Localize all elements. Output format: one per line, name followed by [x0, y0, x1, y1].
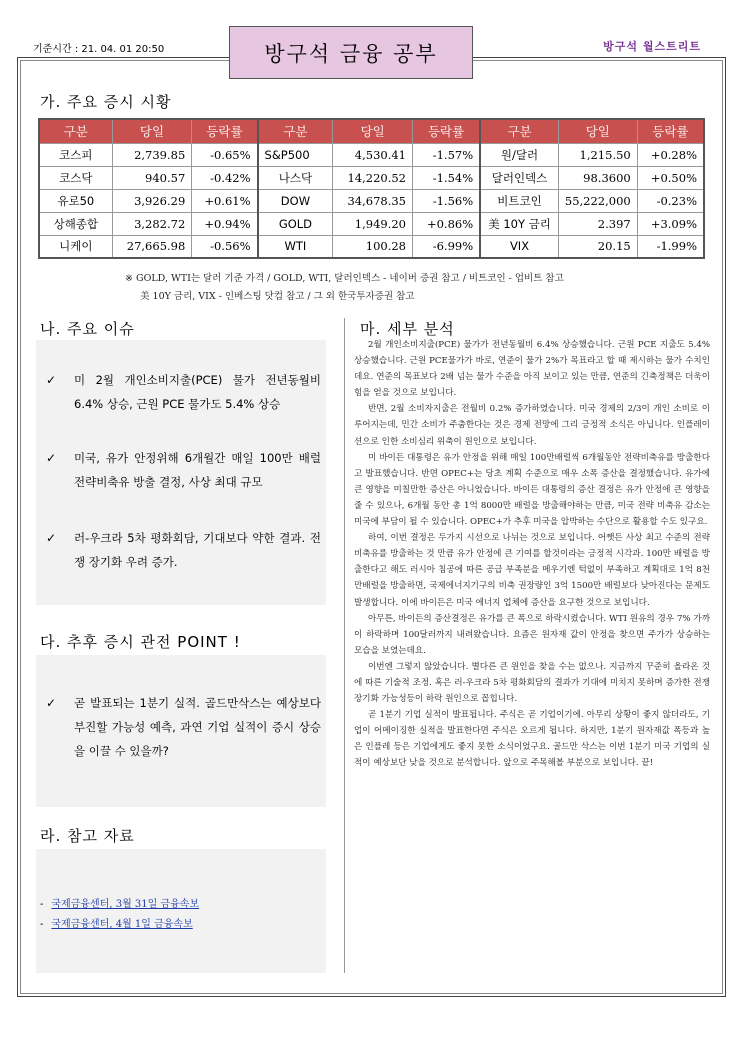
- col-header: 당일: [333, 119, 413, 143]
- analysis-body: [354, 337, 710, 772]
- table-row: [39, 166, 704, 189]
- table-cell: +0.28%: [637, 143, 704, 166]
- table-cell: 20.15: [558, 235, 637, 258]
- section-title-outlook: 다. 추후 증시 관전 POINT !: [40, 633, 241, 651]
- issue-text: 러-우크라 5차 평화회담, 기대보다 약한 결과. 전쟁 장기화 우려 증가.: [74, 531, 321, 569]
- table-cell: 유로50: [39, 189, 112, 212]
- table-cell: -1.99%: [637, 235, 704, 258]
- table-cell: -0.65%: [192, 143, 258, 166]
- issue-text: 미 2월 개인소비지출(PCE) 물가 전년동월비 6.4% 상승, 근원 PCE 물가도 5.4% 상승: [74, 373, 321, 411]
- footnote: 美 10Y 금리, VIX - 인베스팅 닷컴 참고 / 그 외 한국투자증권 참고: [140, 291, 415, 302]
- table-row: [39, 143, 704, 166]
- outlook-text: 곧 발표되는 1분기 실적. 골드만삭스는 예상보다 부진할 가능성 예측, 과연 기업 실적이 증시 상승을 이끌 수 있을까?: [74, 696, 321, 758]
- table-cell: GOLD: [258, 212, 333, 235]
- analysis-paragraph: 2월 개인소비지출(PCE) 물가가 전년동월비 6.4% 상승했습니다. 근원 PCE 지출도 5.4% 상승했습니다. 근원 PCE물가가 바로, 연준이 물가 2%가 목표라고 할 때 제시하는 물가 수치인데요. 연준의 목표보다 2배 넘는 물가 수준을 아직 보이고 있는 만큼, 연준의 긴축정책은 더욱이 힘을 얻을 것으로 보입니다.: [354, 340, 710, 399]
- table-cell: 55,222,000: [558, 189, 637, 212]
- issues-box: [36, 340, 326, 605]
- list-item: [46, 446, 321, 494]
- check-icon: ✓: [46, 696, 57, 710]
- analysis-paragraph: 아무튼, 바이든의 증산결정은 유가를 큰 폭으로 하락시켰습니다. WTI 원유의 경우 7% 가까이 하락하며 100달러까지 내려왔습니다. 요즘은 원자재 값이 안정을 찾으면 주가가 상승하는 모습을 보였는데요.: [354, 613, 710, 656]
- table-cell: -0.23%: [637, 189, 704, 212]
- table-cell: 니케이: [39, 235, 112, 258]
- column-divider: [344, 318, 345, 973]
- table-cell: 코스피: [39, 143, 112, 166]
- table-cell: VIX: [480, 235, 558, 258]
- table-cell: 98.3600: [558, 166, 637, 189]
- table-cell: +0.86%: [413, 212, 481, 235]
- list-dash: -: [40, 899, 44, 910]
- table-cell: 상해종합: [39, 212, 112, 235]
- table-row: [39, 189, 704, 212]
- check-icon: ✓: [46, 451, 57, 465]
- table-row: [39, 212, 704, 235]
- table-cell: 34,678.35: [333, 189, 413, 212]
- table-cell: -0.42%: [192, 166, 258, 189]
- section-title-analysis: 마. 세부 분석: [360, 320, 455, 338]
- table-cell: +0.50%: [637, 166, 704, 189]
- table-cell: -1.54%: [413, 166, 481, 189]
- table-cell: 3,282.72: [112, 212, 192, 235]
- col-header: 구분: [39, 119, 112, 143]
- table-cell: +0.61%: [192, 189, 258, 212]
- table-cell: +0.94%: [192, 212, 258, 235]
- col-header: 등락률: [192, 119, 258, 143]
- table-row: [39, 235, 704, 258]
- col-header: 당일: [558, 119, 637, 143]
- issue-text: 미국, 유가 안정위해 6개월간 매일 100만 배럴 전략비축유 방출 결정, 사상 최대 규모: [74, 451, 321, 489]
- table-cell: 비트코인: [480, 189, 558, 212]
- timestamp: 기준시간 : 21. 04. 01 20:50: [33, 44, 165, 55]
- page-title: 방구석 금융 공부: [229, 26, 473, 79]
- col-header: 등락률: [413, 119, 481, 143]
- analysis-paragraph: 하여, 이번 결정은 두가지 시선으로 나뉘는 것으로 보입니다. 어쨋든 사상 최고 수준의 전략 비축유를 방출하는 것 만큼 유가 안정에 큰 기여를 할것이라는 긍정적 시각과. 100만 배럴을 방출한다고 해도 러시아 침공에 따른 공급 부족분을 메우기엔 턱없이 부족하고 계획대로 1억 8천만배럴을 방출하면, 국제에너지기구의 비축 권장량인 3억 1500만 배럴보다 낮아진다는 문제도 발생합니다. 이에 바이든은 미국 에너지 업체에 증산을 요구한 것으로 보입니다.: [354, 533, 710, 608]
- table-header-row: [39, 119, 704, 143]
- brand-logo: 방구석 월스트리트: [603, 40, 701, 53]
- table-cell: 나스닥: [258, 166, 333, 189]
- col-header: 당일: [112, 119, 192, 143]
- table-cell: -6.99%: [413, 235, 481, 258]
- footnote: ※ GOLD, WTI는 달러 기준 가격 / GOLD, WTI, 달러인덱스 - 네이버 증권 참고 / 비트코인 - 업비트 참고: [125, 273, 564, 284]
- table-cell: 14,220.52: [333, 166, 413, 189]
- table-cell: 1,949.20: [333, 212, 413, 235]
- check-icon: ✓: [46, 373, 57, 387]
- table-cell: +3.09%: [637, 212, 704, 235]
- table-cell: -0.56%: [192, 235, 258, 258]
- table-cell: 4,530.41: [333, 143, 413, 166]
- col-header: 구분: [480, 119, 558, 143]
- analysis-paragraph: 반면, 2월 소비자지출은 전월비 0.2% 증가하였습니다. 미국 경제의 2/3이 개인 소비로 이루어지는데, 민간 소비가 주춤한다는 것은 경제 전망에 그리 긍정적 소식은 아닙니다. 인플레이션으로 인한 소비심리 위축이 원인으로 보입니다.: [354, 404, 710, 447]
- table-cell: -1.56%: [413, 189, 481, 212]
- list-item: [46, 368, 321, 416]
- table-cell: 940.57: [112, 166, 192, 189]
- outlook-box: [36, 655, 326, 807]
- table-cell: S&P500: [258, 143, 333, 166]
- reference-link[interactable]: [40, 915, 193, 930]
- table-cell: 2.397: [558, 212, 637, 235]
- check-icon: ✓: [46, 531, 57, 545]
- table-cell: DOW: [258, 189, 333, 212]
- section-title-references: 라. 참고 자료: [40, 827, 135, 845]
- col-header: 등락률: [637, 119, 704, 143]
- list-item: [46, 691, 321, 763]
- table-cell: -1.57%: [413, 143, 481, 166]
- market-table: [38, 118, 705, 259]
- reference-link-label[interactable]: 국제금융센터, 4월 1일 금융속보: [51, 919, 193, 930]
- section-title-market: 가. 주요 증시 시황: [40, 93, 172, 111]
- table-cell: 1,215.50: [558, 143, 637, 166]
- table-cell: 100.28: [333, 235, 413, 258]
- table-cell: 달러인덱스: [480, 166, 558, 189]
- section-title-issues: 나. 주요 이슈: [40, 320, 135, 338]
- references-box: [36, 849, 326, 973]
- table-cell: 美 10Y 금리: [480, 212, 558, 235]
- analysis-paragraph: 이번엔 그렇지 않았습니다. 별다른 큰 원인을 찾을 수는 없으나. 지금까지 꾸준히 올라온 것에 따른 기술적 조정. 혹은 러-우크라 5차 평화회담의 결과가 기대에 미치지 못하며 증가한 전쟁 장기화 가능성등이 하락 원인으로 꼽힙니다.: [354, 661, 710, 705]
- analysis-paragraph: 곧 1분기 기업 실적이 발표됩니다. 주식은 곧 기업이기에. 아무리 상황이 좋지 않더라도, 기업이 어메이징한 실적을 발표한다면 주식은 오르게 됩니다. 하지만, 1분기 원자재값 폭등과 높은 인플레 등은 기업에게도 좋지 못한 소식이었구요. 골드만 삭스는 이번 1분기 미국 기업의 실적이 예상보단 낮을 것으로 분석합니다. 앞으로 주목해볼 부분으로 보입니다. 끝!: [354, 710, 710, 769]
- table-cell: 3,926.29: [112, 189, 192, 212]
- table-cell: 코스닥: [39, 166, 112, 189]
- reference-link[interactable]: [40, 895, 199, 910]
- analysis-paragraph: 미 바이든 대통령은 유가 안정을 위해 매일 100만배럴씩 6개월동안 전략비축유를 방출한다고 발표했습니다. 반면 OPEC+는 당초 계획 수준으로 매우 소폭 증산을 결정했습니다. 유가에 큰 영향을 미칠만한 증산은 아니었습니다. 바이든 대통령의 증산 결정은 유가 안정에 큰 영향을 줄 수 있으나, 6개월 동안 총 1억 8000만 배럴을 방출해야하는 만큼, 미국 전략 비축유 감소는 미국에 부담이 될 수 있습니다. OPEC+가 추후 미국을 압박하는 수단으로 활용할 수도 있구요.: [354, 452, 710, 528]
- col-header: 구분: [258, 119, 333, 143]
- list-dash: -: [40, 919, 44, 930]
- table-cell: WTI: [258, 235, 333, 258]
- reference-link-label[interactable]: 국제금융센터, 3월 31일 금융속보: [51, 899, 200, 910]
- table-cell: 27,665.98: [112, 235, 192, 258]
- table-cell: 원/달러: [480, 143, 558, 166]
- table-cell: 2,739.85: [112, 143, 192, 166]
- list-item: [46, 526, 321, 574]
